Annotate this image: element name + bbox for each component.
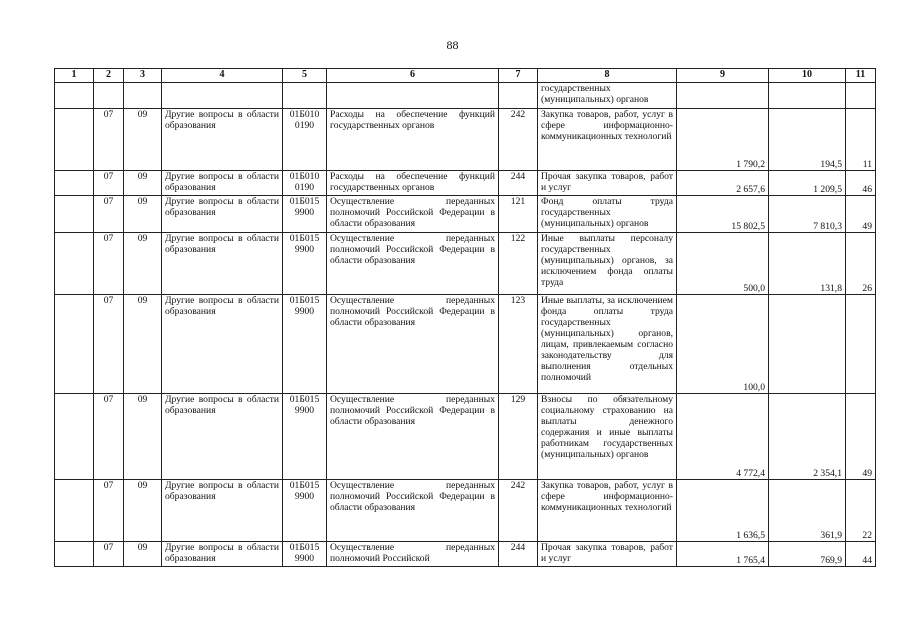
cell-expense-type: 121 (499, 196, 538, 233)
cell-expense-name: Взносы по обязательному социальному страхованию на выплаты денежного содержания и иные выплаты работникам государственных (муниципальных) органов (538, 394, 677, 480)
cell-target-name (327, 83, 499, 109)
cell-expense-name: Иные выплаты персоналу государственных (муниципальных) органов, за исключением фонда оплаты труда (538, 233, 677, 295)
cell-expense-type: 244 (499, 542, 538, 567)
cell-plan: 15 802,5 (677, 196, 769, 233)
cell-plan: 4 772,4 (677, 394, 769, 480)
cell-number (55, 171, 94, 196)
cell-expense-name: государственных (муниципальных) органов (538, 83, 677, 109)
table-row (55, 196, 876, 233)
cell-section: 07 (94, 394, 124, 480)
cell-percent (846, 295, 876, 394)
cell-section: 07 (94, 109, 124, 171)
cell-subsection-name: Другие вопросы в области образования (162, 480, 283, 542)
cell-expense-name: Закупка товаров, работ, услуг в сфере информационно-коммуникационных технологий (538, 109, 677, 171)
cell-expense-name: Закупка товаров, работ, услуг в сфере информационно-коммуникационных технологий (538, 480, 677, 542)
cell-target-code (283, 83, 327, 109)
cell-target-name: Расходы на обеспечение функций государственных органов (327, 109, 499, 171)
cell-subsection: 09 (124, 480, 162, 542)
cell-plan: 1 765,4 (677, 542, 769, 567)
cell-subsection-name: Другие вопросы в области образования (162, 295, 283, 394)
cell-actual (769, 83, 846, 109)
cell-target-code: 01Б015 9900 (283, 196, 327, 233)
table-row (55, 542, 876, 567)
cell-subsection-name (162, 83, 283, 109)
column-header: 1 (55, 69, 94, 83)
cell-subsection-name: Другие вопросы в области образования (162, 171, 283, 196)
cell-expense-name: Прочая закупка товаров, работ и услуг (538, 542, 677, 567)
cell-number (55, 233, 94, 295)
column-header: 8 (538, 69, 677, 83)
cell-expense-name: Прочая закупка товаров, работ и услуг (538, 171, 677, 196)
cell-subsection-name: Другие вопросы в области образования (162, 542, 283, 567)
cell-plan: 500,0 (677, 233, 769, 295)
cell-subsection: 09 (124, 171, 162, 196)
cell-subsection: 09 (124, 233, 162, 295)
cell-actual (769, 295, 846, 394)
column-header: 3 (124, 69, 162, 83)
cell-actual: 131,8 (769, 233, 846, 295)
cell-section: 07 (94, 171, 124, 196)
cell-target-code: 01Б010 0190 (283, 171, 327, 196)
budget-table (54, 68, 876, 567)
cell-plan: 1 636,5 (677, 480, 769, 542)
cell-percent: 49 (846, 394, 876, 480)
cell-percent (846, 83, 876, 109)
cell-percent: 46 (846, 171, 876, 196)
cell-target-name: Осуществление переданных полномочий Российской Федерации в области образования (327, 480, 499, 542)
cell-expense-type: 129 (499, 394, 538, 480)
cell-subsection (124, 83, 162, 109)
cell-percent: 26 (846, 233, 876, 295)
cell-target-name: Осуществление переданных полномочий Российской Федерации в области образования (327, 196, 499, 233)
table-row (55, 83, 876, 109)
cell-target-code: 01Б015 9900 (283, 542, 327, 567)
cell-number (55, 109, 94, 171)
cell-number (55, 196, 94, 233)
cell-number (55, 394, 94, 480)
table-row (55, 394, 876, 480)
cell-subsection: 09 (124, 109, 162, 171)
table-row (55, 109, 876, 171)
cell-number (55, 480, 94, 542)
cell-section: 07 (94, 295, 124, 394)
column-header: 6 (327, 69, 499, 83)
header-row (55, 69, 876, 83)
table-row (55, 233, 876, 295)
cell-percent: 49 (846, 196, 876, 233)
cell-target-name: Расходы на обеспечение функций государственных органов (327, 171, 499, 196)
table-row (55, 295, 876, 394)
cell-expense-name: Иные выплаты, за исключением фонда оплаты труда государственных (муниципальных) органов, лицам, привлекаемым согласно законодательству для выполнения отдельных полномочий (538, 295, 677, 394)
cell-subsection-name: Другие вопросы в области образования (162, 196, 283, 233)
cell-target-code: 01Б015 9900 (283, 295, 327, 394)
column-header: 7 (499, 69, 538, 83)
cell-percent: 22 (846, 480, 876, 542)
cell-subsection-name: Другие вопросы в области образования (162, 394, 283, 480)
cell-section: 07 (94, 480, 124, 542)
cell-section: 07 (94, 542, 124, 567)
cell-actual: 361,9 (769, 480, 846, 542)
cell-target-name: Осуществление переданных полномочий Российской Федерации в области образования (327, 394, 499, 480)
cell-number (55, 295, 94, 394)
cell-section: 07 (94, 233, 124, 295)
cell-actual: 769,9 (769, 542, 846, 567)
column-header: 2 (94, 69, 124, 83)
cell-target-code: 01Б010 0190 (283, 109, 327, 171)
cell-expense-type: 244 (499, 171, 538, 196)
cell-plan: 2 657,6 (677, 171, 769, 196)
cell-section: 07 (94, 196, 124, 233)
cell-target-code: 01Б015 9900 (283, 233, 327, 295)
cell-number (55, 83, 94, 109)
table-row (55, 171, 876, 196)
cell-target-name: Осуществление переданных полномочий Российской Федерации в области образования (327, 233, 499, 295)
cell-target-code: 01Б015 9900 (283, 480, 327, 542)
cell-subsection: 09 (124, 394, 162, 480)
column-header: 5 (283, 69, 327, 83)
cell-plan: 100,0 (677, 295, 769, 394)
column-header: 10 (769, 69, 846, 83)
column-header: 9 (677, 69, 769, 83)
cell-expense-type: 242 (499, 480, 538, 542)
cell-subsection: 09 (124, 542, 162, 567)
cell-expense-type: 123 (499, 295, 538, 394)
cell-subsection-name: Другие вопросы в области образования (162, 109, 283, 171)
cell-target-name: Осуществление переданных полномочий Российской Федерации в области образования (327, 295, 499, 394)
cell-plan (677, 83, 769, 109)
cell-section (94, 83, 124, 109)
cell-number (55, 542, 94, 567)
cell-subsection: 09 (124, 196, 162, 233)
cell-plan: 1 790,2 (677, 109, 769, 171)
cell-expense-type: 122 (499, 233, 538, 295)
cell-expense-type: 242 (499, 109, 538, 171)
cell-expense-type (499, 83, 538, 109)
cell-target-code: 01Б015 9900 (283, 394, 327, 480)
cell-expense-name: Фонд оплаты труда государственных (муниципальных) органов (538, 196, 677, 233)
cell-percent: 11 (846, 109, 876, 171)
cell-subsection: 09 (124, 295, 162, 394)
table-row (55, 480, 876, 542)
cell-subsection-name: Другие вопросы в области образования (162, 233, 283, 295)
cell-actual: 7 810,3 (769, 196, 846, 233)
cell-actual: 194,5 (769, 109, 846, 171)
cell-percent: 44 (846, 542, 876, 567)
column-header: 11 (846, 69, 876, 83)
page-number: 88 (446, 38, 459, 52)
cell-actual: 1 209,5 (769, 171, 846, 196)
cell-actual: 2 354,1 (769, 394, 846, 480)
column-header: 4 (162, 69, 283, 83)
cell-target-name: Осуществление переданных полномочий Российской (327, 542, 499, 567)
